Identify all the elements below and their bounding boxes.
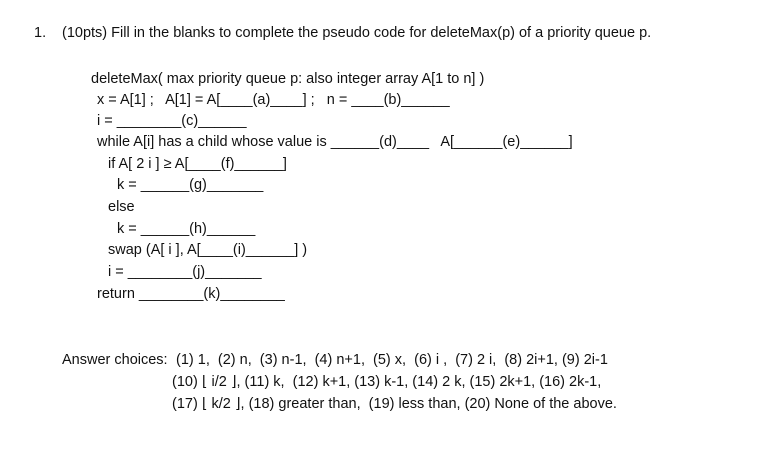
code-line-k2: k = ______(h)______ [117, 221, 256, 237]
answer-choices-row-3: (17) ⌊ k/2 ⌋, (18) greater than, (19) less than, (20) None of the above. [172, 396, 617, 412]
answer-choices-row-2: (10) ⌊ i/2 ⌋, (11) k, (12) k+1, (13) k-1, (14) 2 k, (15) 2k+1, (16) 2k-1, [172, 374, 602, 390]
code-line-x: x = A[1] ; A[1] = A[____(a)____] ; n = ____(b)______ [97, 92, 450, 108]
code-line-k1: k = ______(g)_______ [117, 177, 264, 193]
code-signature: deleteMax( max priority queue p: also integer array A[1 to n] ) [91, 71, 485, 87]
code-line-if: if A[ 2 i ] ≥ A[____(f)______] [108, 156, 287, 172]
code-line-swap: swap (A[ i ], A[____(i)______] ) [108, 242, 308, 258]
answer-choices-row-1: (1) 1, (2) n, (3) n-1, (4) n+1, (5) x, (6) i , (7) 2 i, (8) 2i+1, (9) 2i-1 [176, 352, 608, 368]
question-number: 1. [34, 25, 47, 41]
code-line-return: return ________(k)________ [97, 286, 285, 302]
question-title: (10pts) Fill in the blanks to complete the pseudo code for deleteMax(p) of a priority queue p. [62, 25, 652, 41]
code-line-i: i = ________(c)______ [97, 113, 247, 129]
code-line-while: while A[i] has a child whose value is ______(d)____ A[______(e)______] [97, 134, 573, 150]
code-line-else: else [108, 199, 135, 215]
code-line-i2: i = ________(j)_______ [108, 264, 262, 280]
answer-choices-label: Answer choices: [62, 352, 168, 368]
